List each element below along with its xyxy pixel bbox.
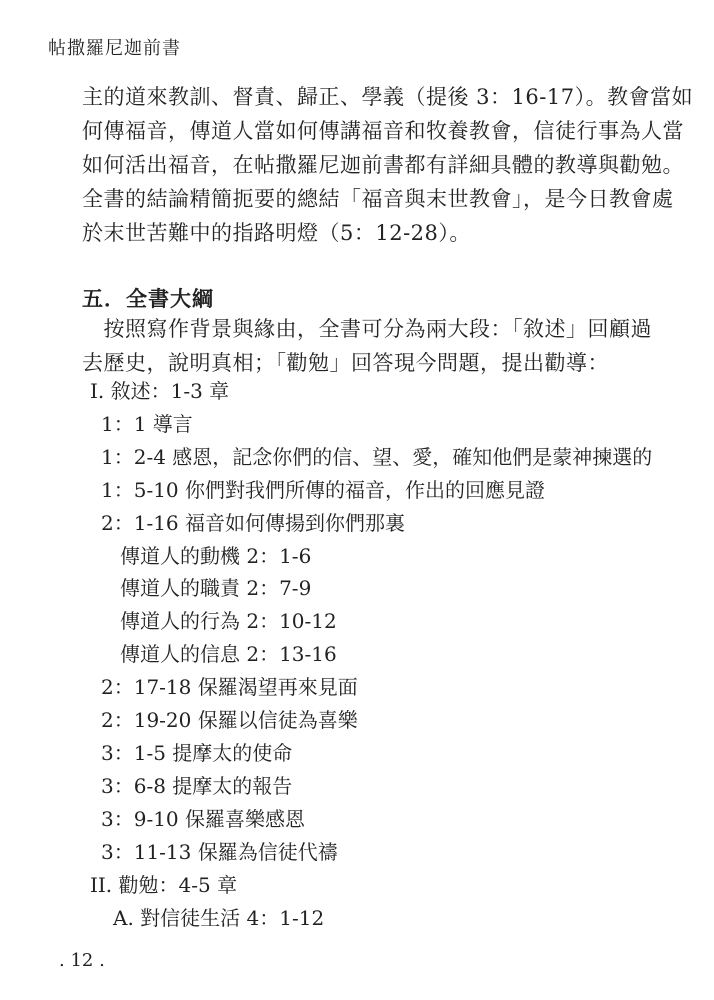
outline-item: 3：11-13 保羅為信徒代禱 [101, 839, 338, 864]
outline-item: II. 勸勉：4-5 章 [90, 872, 238, 897]
outline-list [0, 375, 714, 934]
text-line: 去歷史，說明真相；「勸勉」回答現今問題，提出勸導： [82, 351, 609, 375]
text-line: 於末世苦難中的指路明燈（5：12-28）。 [82, 221, 471, 245]
outline-item: 傳道人的行為 2：10-12 [120, 609, 337, 634]
outline-item: A. 對信徒生活 4：1-12 [113, 905, 325, 930]
outline-item: 2：19-20 保羅以信徒為喜樂 [101, 708, 358, 733]
text-line: 全書的結論精簡扼要的總結「福音與末世教會」，是今日教會處 [82, 187, 674, 211]
outline-item: 3：1-5 提摩太的使命 [101, 740, 293, 765]
section-heading: 五．全書大綱 [82, 287, 214, 311]
running-header-title: 帖撒羅尼迦前書 [48, 38, 181, 59]
outline-item: 傳道人的信息 2：13-16 [120, 642, 337, 667]
outline-item: 傳道人的動機 2：1-6 [120, 543, 312, 568]
outline-item: 1：2-4 感恩，記念你們的信、望、愛，確知他們是蒙神揀選的 [101, 444, 653, 469]
page-number: . 12 . [59, 950, 105, 971]
text-line: 如何活出福音，在帖撒羅尼迦前書都有詳細具體的教導與勸勉。 [82, 153, 684, 177]
outline-item: 傳道人的職責 2：7-9 [120, 576, 312, 601]
outline-item: 3：6-8 提摩太的報告 [101, 773, 293, 798]
outline-item: I. 敘述：1-3 章 [90, 379, 230, 403]
outline-item: 2：17-18 保羅渴望再來見面 [101, 675, 358, 700]
text-line: 主的道來教訓、督責、歸正、學義（提後 3：16-17）。教會當如 [82, 85, 694, 109]
outline-item: 1：5-10 你們對我們所傳的福音，作出的回應見證 [101, 477, 546, 502]
text-line: 按照寫作背景與緣由，全書可分為兩大段：「敘述」回顧過 [82, 317, 652, 341]
outline-item: 3：9-10 保羅喜樂感恩 [101, 806, 306, 831]
section-paragraph [82, 312, 652, 380]
text-line: 何傳福音，傳道人當如何傳講福音和牧養教會，信徒行事為人當 [82, 119, 684, 143]
intro-paragraph [82, 80, 694, 250]
outline-item: 1：1 導言 [101, 411, 193, 436]
outline-item: 2：1-16 福音如何傳揚到你們那裏 [101, 510, 406, 535]
